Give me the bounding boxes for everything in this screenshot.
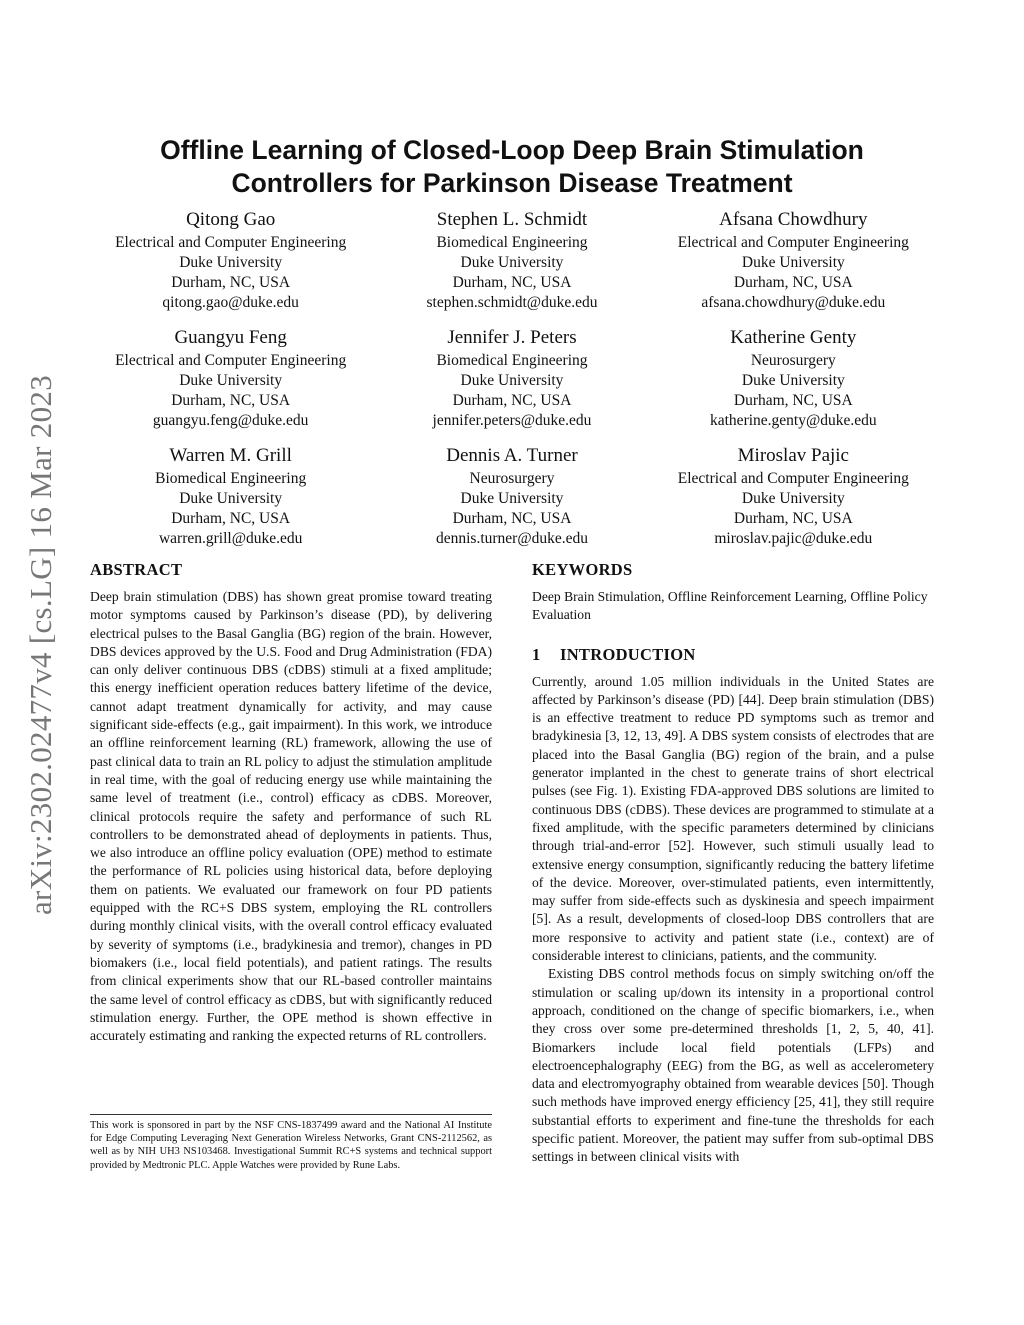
keywords-heading: KEYWORDS [532,560,633,579]
author-block [90,208,934,562]
author-email: katherine.genty@duke.edu [710,412,877,429]
author-email: guangyu.feng@duke.edu [152,412,309,429]
author-row [90,444,934,562]
introduction-paragraph-1: Currently, around 1.05 million individuals in the United States are affected by Parkinson’s disease (PD) [44]. Deep brain stimulation (DBS) is an effective treatment to reduce PD symptoms such as tremor and bradykinesia [3, 12, 13, 49]. A DBS system consists of electrodes that are placed into the Basal Ganglia (BG) region of the brain, and a pulse generator implanted in the chest to generate trains of short electrical pulses (see Fig. 1). Existing FDA-approved DBS solutions are limited to continuous DBS (cDBS). These devices are programmed to stimulate at a fixed amplitude, with the specific parameters determined by clinicians through trial-and-error [52]. However, such stimuli usually lead to extensive energy consumption, significantly reducing the battery lifetime of the device. Moreover, over-stimulated patients, even intermittently, may suffer from side-effects such as dyskinesia and speech impairment [5]. As a result, developments of closed-loop DBS controllers that are more responsive to activity and patient state (i.e., context) are of considerable interest to clinicians, patients, and the community. [532,673,934,964]
author-department: Biomedical Engineering [155,470,307,487]
author-location: Durham, NC, USA [733,274,853,291]
author-email: qitong.gao@duke.edu [162,294,299,311]
author-name: Stephen L. Schmidt [436,209,588,230]
author-email: miroslav.pajic@duke.edu [714,530,873,547]
author [371,444,652,562]
author [90,444,371,562]
author-row [90,326,934,444]
author-location: Durham, NC, USA [171,274,291,291]
title-line-1: Offline Learning of Closed-Loop Deep Brain Stimulation [160,135,864,165]
author-name: Jennifer J. Peters [447,327,577,348]
author-department: Neurosurgery [750,352,836,369]
right-column [532,560,934,1167]
author-email: jennifer.peters@duke.edu [432,412,592,429]
author-name: Katherine Genty [730,327,857,348]
title-line-2: Controllers for Parkinson Disease Treatment [231,168,793,198]
author-university: Duke University [741,490,845,507]
left-column [90,560,492,1045]
author-university: Duke University [741,254,845,271]
author [653,444,934,562]
author-university: Duke University [460,372,564,389]
footnote [90,1114,492,1172]
author-location: Durham, NC, USA [452,274,572,291]
author-university: Duke University [460,254,564,271]
author-university: Duke University [179,372,283,389]
author-location: Durham, NC, USA [733,510,853,527]
author-row [90,208,934,326]
author [653,208,934,326]
abstract-text: Deep brain stimulation (DBS) has shown great promise toward treating motor symptoms caused by Parkinson’s disease (PD), by delivering electrical pulses to the Basal Ganglia (BG) region of the brain. However, DBS devices approved by the U.S. Food and Drug Administration (FDA) can only deliver continuous DBS (cDBS) stimuli at a fixed amplitude; this energy inefficient operation reduces battery lifetime of the device, cannot adapt treatment dynamically for activity, and may cause significant side-effects (e.g., gait impairment). In this work, we introduce an offline reinforcement learning (RL) framework, allowing the use of past clinical data to train an RL policy to adjust the stimulation amplitude in real time, with the goal of reducing energy use while maintaining the same level of treatment (i.e., control) efficacy as cDBS. Moreover, clinical protocols require the safety and performance of such RL controllers to be demonstrated ahead of deployments in patients. Thus, we also introduce an offline policy evaluation (OPE) method to estimate the performance of RL policies using historical data, before deploying them on patients. We evaluated our framework on four PD patients equipped with the RC+S DBS system, employing the RL controllers during monthly clinical visits, with the overall control efficacy evaluated by severity of symptoms (i.e., bradykinesia and tremor), changes in PD biomakers (i.e., local field potentials), and patient ratings. The results from clinical experiments show that our RL-based controller maintains the same level of control efficacy as cDBS, but with significantly reduced stimulation energy. Further, the OPE method is shown effective in accurately estimating and ranking the expected returns of RL controllers. [90,589,492,1044]
author [371,326,652,444]
keywords-text: Deep Brain Stimulation, Offline Reinforcement Learning, Offline Policy Evaluation [532,589,928,623]
author-name: Afsana Chowdhury [719,209,868,230]
author-location: Durham, NC, USA [171,392,291,409]
author-department: Neurosurgery [469,470,555,487]
introduction-section [532,645,934,1167]
author [90,326,371,444]
author-email: dennis.turner@duke.edu [435,530,588,547]
author-name: Warren M. Grill [169,445,292,466]
author-name: Dennis A. Turner [446,445,578,466]
funding-footnote: This work is sponsored in part by the NSF CNS-1837499 award and the National AI Institute for Edge Computing Leveraging Next Generation Wireless Networks, Grant CNS-2112562, as well as by NIH UH3 NS103468. Investigational Summit RC+S systems and technical support provided by Medtronic PLC. Apple Watches were provided by Rune Labs. [90,1120,492,1171]
author-department: Electrical and Computer Engineering [115,234,347,251]
author-department: Electrical and Computer Engineering [115,352,347,369]
author-name: Qitong Gao [186,209,276,230]
introduction-heading [532,645,934,665]
author-location: Durham, NC, USA [452,510,572,527]
author-department: Electrical and Computer Engineering [677,470,909,487]
author-email: afsana.chowdhury@duke.edu [701,294,886,311]
arxiv-sidebar [6,340,76,950]
author-email: warren.grill@duke.edu [158,530,303,547]
author-name: Guangyu Feng [174,327,287,348]
author-university: Duke University [179,254,283,271]
author-university: Duke University [179,490,283,507]
author-department: Electrical and Computer Engineering [677,234,909,251]
paper-title [90,134,934,200]
author-location: Durham, NC, USA [452,392,572,409]
section-number: 1 [532,644,541,664]
author-location: Durham, NC, USA [171,510,291,527]
section-title: INTRODUCTION [560,644,696,664]
abstract-heading: ABSTRACT [90,560,183,579]
author [653,326,934,444]
author [90,208,371,326]
author-university: Duke University [741,372,845,389]
author-department: Biomedical Engineering [436,352,588,369]
author-department: Biomedical Engineering [436,234,588,251]
author-name: Miroslav Pajic [737,445,849,466]
introduction-paragraph-2: Existing DBS control methods focus on simply switching on/off the stimulation or scaling up/down its intensity in a proportional control approach, conditioned on the change of specific biomarkers, i.e., when they cross over some pre-determined thresholds [1, 2, 5, 40, 41]. Biomarkers include local field potentials (LFPs) and electroencephalography (EEG) from the BG, as well as accelerometery data and electromyography obtained from wearable devices [50]. Though such methods have improved energy efficiency [25, 41], they still require substantial efforts to experiment and fine-tune the thresholds for each specific patient. Moreover, the patient may suffer from sub-optimal DBS settings in between clinical visits with [532,966,934,1165]
author-university: Duke University [460,490,564,507]
author-email: stephen.schmidt@duke.edu [426,294,598,311]
arxiv-identifier: arXiv:2302.02477v4 [cs.LG] 16 Mar 2023 [23,374,58,916]
author-location: Durham, NC, USA [733,392,853,409]
author [371,208,652,326]
